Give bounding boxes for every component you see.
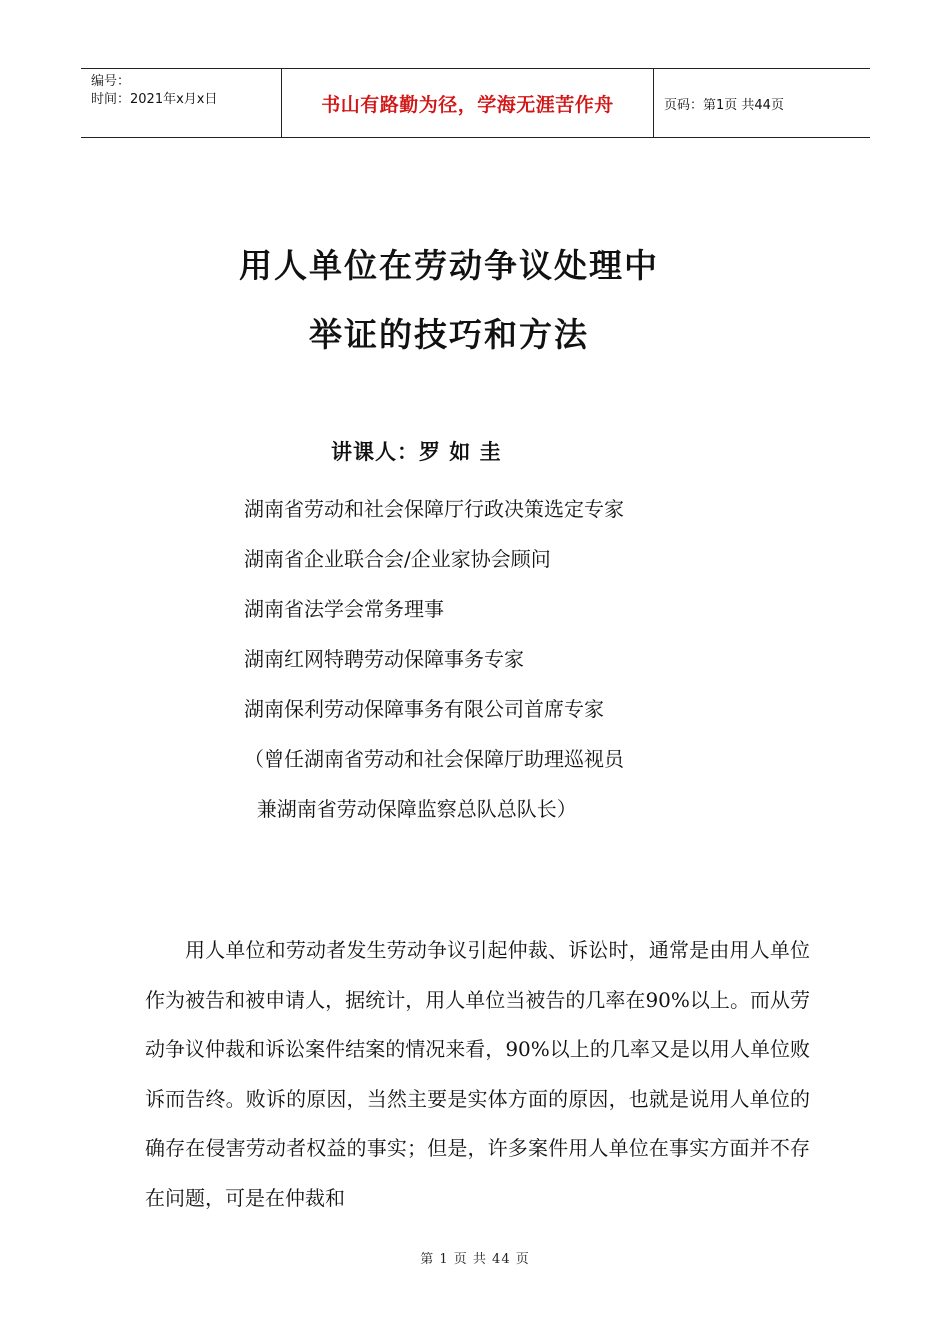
lecturer-name: 讲课人：罗 如 圭 [331,439,502,464]
credential-item: 兼湖南省劳动保障监察总队总队长） [244,797,577,821]
time-label: 时间：2021年x月x日 [91,92,218,107]
credential-item: 湖南红网特聘劳动保障事务专家 [244,647,524,671]
credential-item: 湖南省企业联合会/企业家协会顾问 [244,547,551,571]
header-page-info: 页码：第1页 共44页 [664,97,784,113]
document-header [81,68,870,138]
body-paragraph: 用人单位和劳动者发生劳动争议引起仲裁、诉讼时，通常是由用人单位作为被告和被申请人，据统计，用人单位当被告的几率在90%以上。而从劳动争议仲裁和诉讼案件结案的情况来看，90%以上的几率又是以用人单位败诉而告终。败诉的原因，当然主要是实体方面的原因，也就是说用人单位的确存在侵害劳动者权益的事实；但是，许多案件用人单位在事实方面并不存在问题，可是在仲裁和 [145,938,810,1210]
lecturer-credentials [244,484,624,834]
document-title-line-1: 用人单位在劳动争议处理中 [239,246,659,285]
header-motto: 书山有路勤为径，学海无涯苦作舟 [281,69,654,137]
credential-item: （曾任湖南省劳动和社会保障厅助理巡视员 [244,747,624,771]
credential-item: 湖南省法学会常务理事 [244,597,444,621]
page-footer: 第 1 页 共 44 页 [420,1252,530,1267]
document-title-line-2: 举证的技巧和方法 [309,315,589,354]
credential-item: 湖南省劳动和社会保障厅行政决策选定专家 [244,497,624,521]
header-meta [81,69,281,137]
credential-item: 湖南保利劳动保障事务有限公司首席专家 [244,697,604,721]
number-label: 编号： [91,74,131,89]
